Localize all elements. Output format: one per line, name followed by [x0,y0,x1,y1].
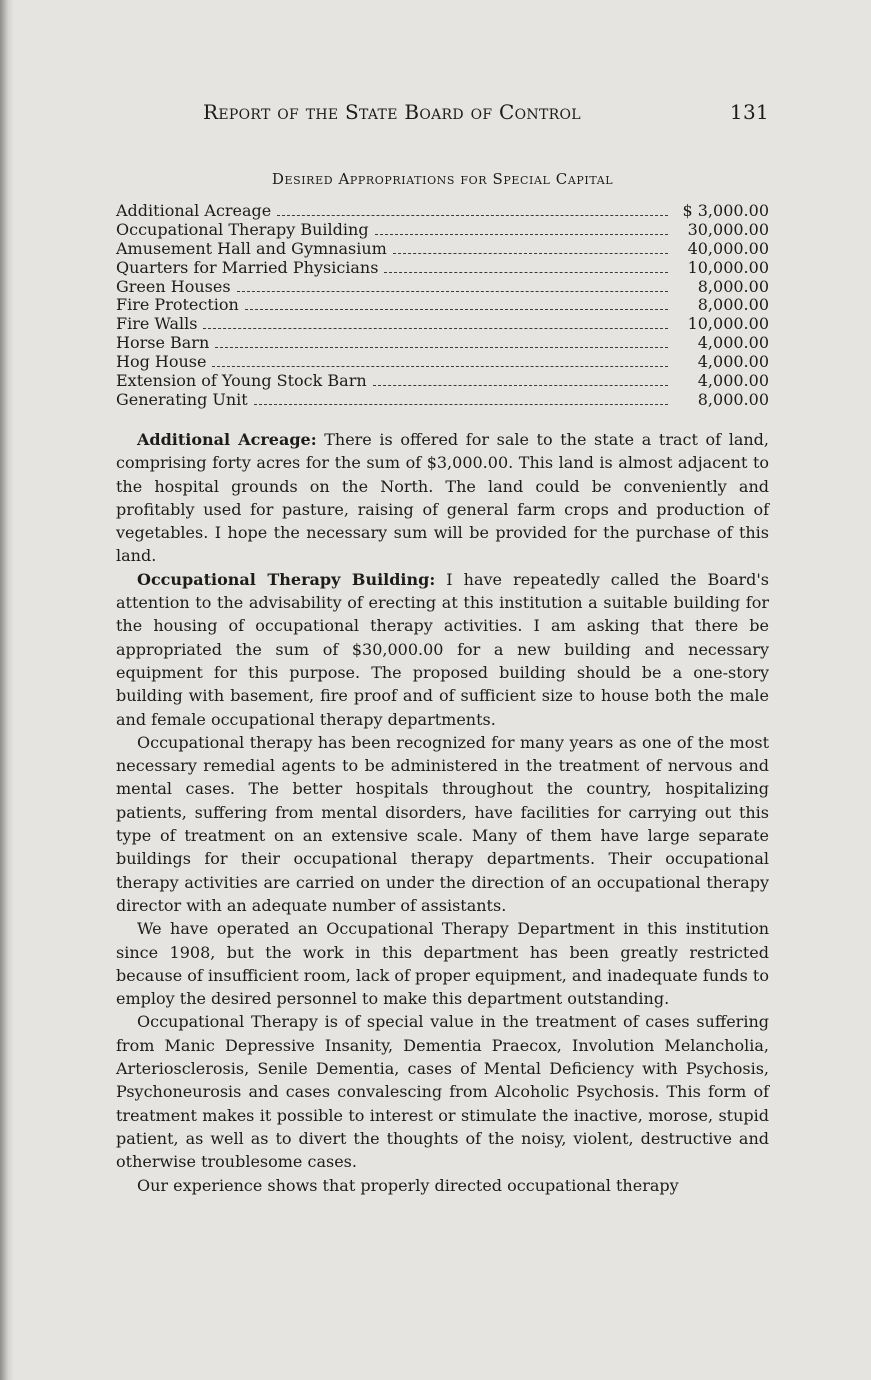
table-row [116,372,769,391]
dot-leader [237,290,668,292]
paragraph [116,1010,769,1173]
table-row [116,278,769,297]
paragraph [116,731,769,917]
row-amount: 10,000.00 [687,257,769,277]
dot-leader [393,252,668,254]
paragraph-lead: Additional Acreage: [137,430,317,449]
dot-leader [373,384,668,386]
running-head [203,96,769,128]
dot-leader [215,346,668,348]
row-item: Quarters for Married Physicians [116,257,379,277]
dot-leader [245,308,668,310]
row-item: Green Houses [116,276,231,296]
dot-leader [277,214,668,216]
row-item: Additional Acreage [116,201,272,220]
row-item: Fire Protection [116,295,239,315]
paragraph [116,568,769,731]
row-amount: 4,000.00 [697,333,769,353]
row-amount: 30,000.00 [687,219,769,239]
paragraph-text: I have repeatedly called the Board's attention to the advisability of erecting at this institution a suitable building for the housing of occupational therapy activities. I am asking that there be appropriated the sum of $30,000.00 for a new building and necessary equipment for this purpose. The proposed building should be a one-story building with basement, fire proof and of sufficient size to house both the male and female occupational therapy departments. [116,569,769,729]
row-item: Fire Walls [116,314,198,334]
paragraph-text: There is offered for sale to the state a tract of land, comprising forty acres for the sum of $3,000.00. This land is almost adjacent to the hospital grounds on the North. The land could be conveniently and profitably used for pasture, raising of general farm crops and production of vegetables. I hope the necessary sum will be provided for the purchase of this land. [116,430,769,566]
dot-leader [384,271,668,273]
body-text [116,428,769,1197]
appropriations-table [116,202,769,410]
table-row [116,221,769,240]
table-row [116,315,769,334]
table-row [116,334,769,353]
row-amount: $ 3,000.00 [682,201,769,220]
row-amount: 8,000.00 [697,295,769,315]
dot-leader [212,365,668,367]
paragraph-text: Occupational Therapy is of special value in the treatment of cases suffering from Manic Depressive Insanity, Dementia Praecox, Involution Melancholia, Arteriosclerosis, Senile Dementia, cases of Mental Deficiency with Psychosis, Psychoneurosis and cases convalescing from Alcoholic Psychosis. This form of treatment makes it possible to interest or stimulate the inactive, morose, stupid patient, as well as to divert the thoughts of the noisy, violent, destructive and otherwise troublesome cases. [116,1012,769,1172]
row-amount: 40,000.00 [687,238,769,258]
dot-leader [375,233,668,235]
row-item: Generating Unit [116,389,248,409]
section-title: Desired Appropriations for Special Capital [271,170,614,188]
paragraph-text: Occupational therapy has been recognized for many years as one of the most necessary remedial agents to be administered in the treatment of nervous and mental cases. The better hospitals throughout the country, hospitalizing patients, suffering from mental disorders, have facilities for carrying out this type of treatment on an extensive scale. Many of them have large separate buildings for their occupational therapy departments. Their occupational therapy activities are carried on under the direction of an occupational therapy director with an adequate number of assistants. [116,732,769,915]
row-amount: 10,000.00 [687,314,769,334]
row-item: Horse Barn [116,333,210,353]
running-head-title: Report of the State Board of Control [203,100,581,124]
dot-leader [254,403,668,405]
table-row [116,296,769,315]
table-row [116,391,769,410]
page-edge-shadow [0,0,14,1380]
row-item: Amusement Hall and Gymnasium [116,238,387,258]
paragraph [116,428,769,568]
paragraph-text: We have operated an Occupational Therapy Department in this institution since 1908, but the work in this department has been greatly restricted because of insufficient room, lack of proper equipment, and inadequate funds to employ the desired personnel to make this department outstanding. [116,919,769,1009]
row-item: Occupational Therapy Building [116,219,369,239]
dot-leader [203,327,668,329]
row-amount: 4,000.00 [697,371,769,391]
page-number: 131 [729,100,769,124]
table-row [116,259,769,278]
table-row [116,240,769,259]
table-row [116,353,769,372]
paragraph [116,1174,769,1197]
row-amount: 8,000.00 [697,389,769,409]
paragraph-lead: Occupational Therapy Building: [137,569,436,589]
paragraph [116,917,769,1010]
table-row [116,202,769,221]
row-amount: 4,000.00 [697,352,769,372]
row-item: Hog House [116,352,207,372]
paragraph-text: Our experience shows that properly directed occupational therapy [137,1175,679,1195]
row-item: Extension of Young Stock Barn [116,371,367,391]
row-amount: 8,000.00 [697,276,769,296]
